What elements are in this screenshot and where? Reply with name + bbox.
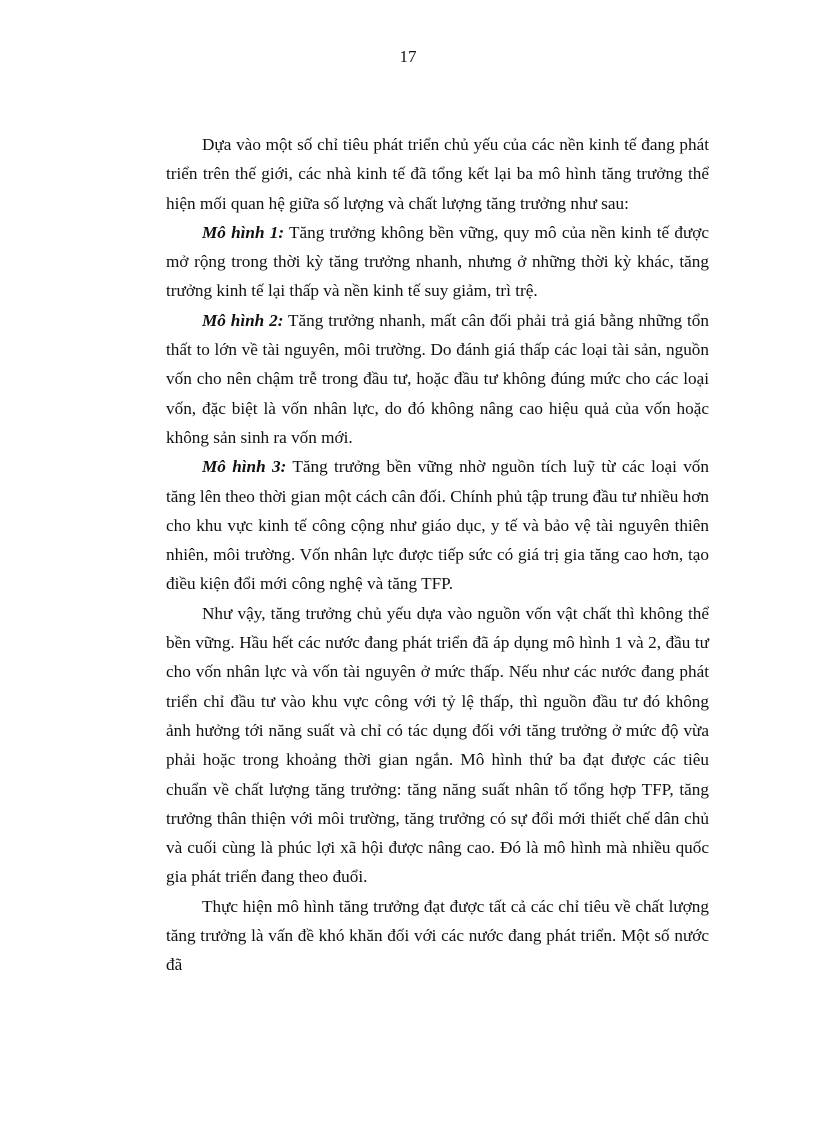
model-1-heading: Mô hình 1: <box>202 222 285 242</box>
model-3-heading: Mô hình 3: <box>202 457 287 477</box>
paragraph-text: Tăng trưởng không bền vững, quy mô của nền kinh tế được mở rộng trong thời kỳ tăng trưởng nhanh, nhưng ở những thời kỳ khác, tăng trưởng kinh tế lại thấp và nền kinh tế suy giảm, trì trệ. <box>166 222 709 301</box>
paragraph-model-2 <box>166 306 709 452</box>
paragraph-text: Như vậy, tăng trưởng chủ yếu dựa vào nguồn vốn vật chất thì không thể bền vững. Hầu hết các nước đang phát triển đã áp dụng mô hình 1 và 2, đầu tư cho vốn nhân lực và vốn tài nguyên ở mức thấp. Nếu như các nước đang phát triển chỉ đầu tư vào khu vực công với tỷ lệ thấp, thì nguồn đầu tư đó không ảnh hưởng tới năng suất và chỉ có tác dụng đối với tăng trưởng ở mức độ vừa phải hoặc trong khoảng thời gian ngắn. Mô hình thứ ba đạt được các tiêu chuẩn về chất lượng tăng trưởng: tăng năng suất nhân tố tổng hợp TFP, tăng trưởng thân thiện với môi trường, tăng trưởng có sự đổi mới thiết chế dân chủ và cuối cùng là phúc lợi xã hội được nâng cao. Đó là mô hình mà nhiều quốc gia phát triển đang theo đuổi. <box>166 603 709 887</box>
paragraph-analysis <box>166 599 709 892</box>
paragraph-intro <box>166 130 709 218</box>
body-text <box>166 130 709 980</box>
paragraph-text: Thực hiện mô hình tăng trưởng đạt được tất cả các chỉ tiêu về chất lượng tăng trưởng là vấn đề khó khăn đối với các nước đang phát triển. Một số nước đã <box>166 896 709 975</box>
paragraph-model-1 <box>166 218 709 306</box>
paragraph-conclusion <box>166 892 709 980</box>
paragraph-text: Tăng trưởng bền vững nhờ nguồn tích luỹ từ các loại vốn tăng lên theo thời gian một cách cân đối. Chính phủ tập trung đầu tư nhiều hơn cho khu vực kinh tế công cộng như giáo dục, y tế và bảo vệ tài nguyên thiên nhiên, môi trường. Vốn nhân lực được tiếp sức có giá trị gia tăng cao hơn, tạo điều kiện đổi mới công nghệ và tăng TFP. <box>166 457 709 594</box>
paragraph-model-3 <box>166 452 709 598</box>
paragraph-text: Tăng trưởng nhanh, mất cân đối phải trả giá bằng những tổn thất to lớn về tài nguyên, môi trường. Do đánh giá thấp các loại tài sản, nguồn vốn cho nên chậm trễ trong đầu tư, hoặc đầu tư không đúng mức cho các loại vốn, đặc biệt là vốn nhân lực, do đó không nâng cao hiệu quả của vốn hoặc không sản sinh ra vốn mới. <box>166 310 709 447</box>
model-2-heading: Mô hình 2: <box>202 310 284 330</box>
page-number: 17 <box>399 47 417 66</box>
paragraph-text: Dựa vào một số chỉ tiêu phát triển chủ yếu của các nền kinh tế đang phát triển trên thế giới, các nhà kinh tế đã tổng kết lại ba mô hình tăng trưởng thể hiện mối quan hệ giữa số lượng và chất lượng tăng trưởng như sau: <box>166 135 709 213</box>
